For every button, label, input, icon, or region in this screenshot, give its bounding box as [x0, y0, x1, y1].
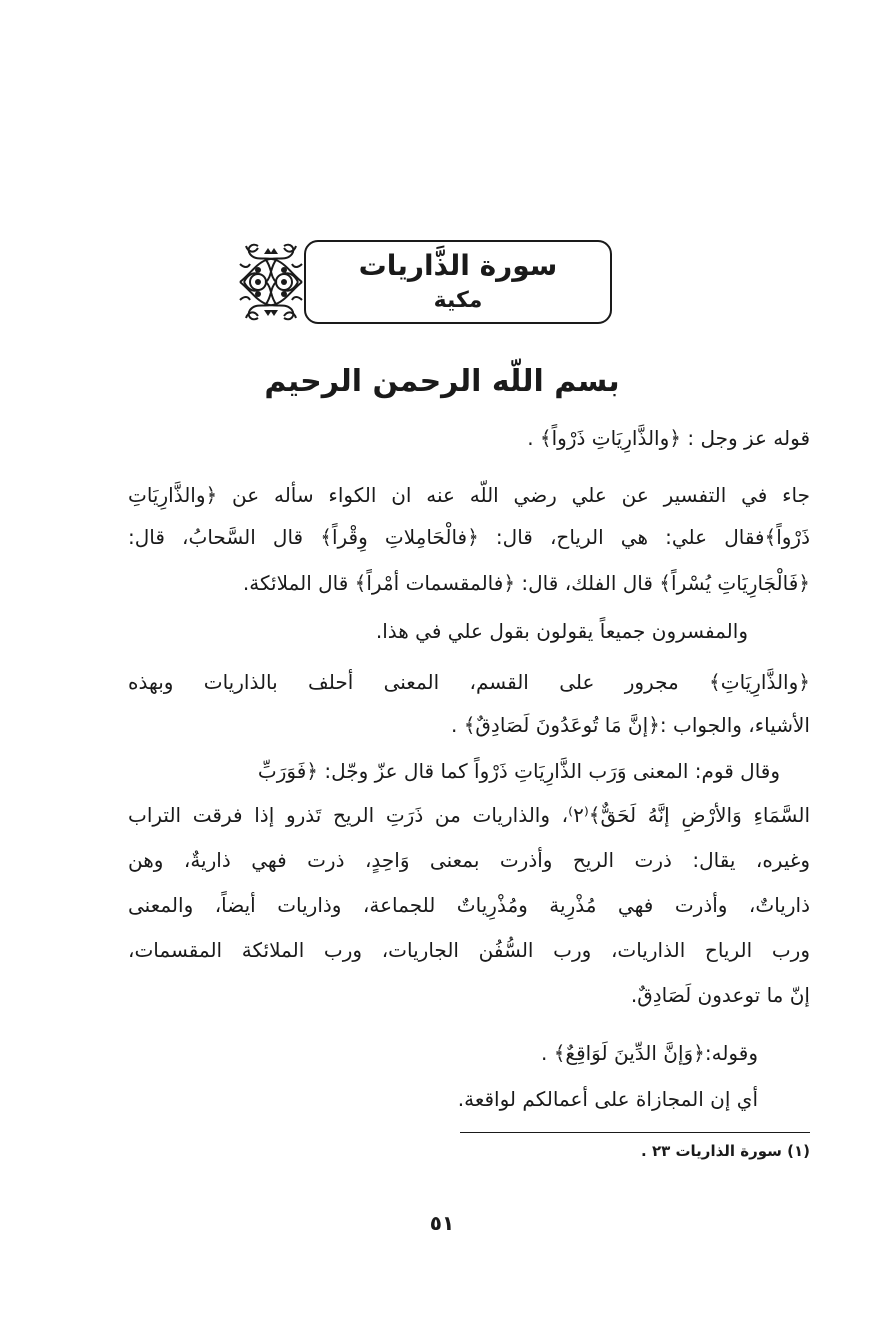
footnote-separator [460, 1132, 810, 1133]
text-line: قوله عز وجل : ﴿والذَّارِيَاتِ ذَرْواً﴾ . [527, 426, 810, 450]
text-line: السَّمَاءِ وَالأرْضِ إنَّهُ لَحَقٌّ﴾⁽٢⁾، والذاريات من ذَرَتِ الريح تَذرو إذا فرقت التراب [128, 803, 810, 827]
text-line [128, 1082, 810, 1116]
right-floral-ornament-icon [236, 234, 306, 330]
text-line-content: والمفسرون جميعاً يقولون بقول علي في هذا. [375, 619, 748, 643]
text-line: وغيره، يقال: ذرت الريح وأذرت بمعنى وَاحِدٍ، ذرت فهي ذاريةٌ، وهن [128, 848, 810, 872]
text-line: ﴿فَالْجَارِيَاتِ يُسْراً﴾ قال الفلك، قال: ﴿فالمقسمات أمْراً﴾ قال الملائكة. [242, 571, 810, 595]
text-line [128, 1036, 810, 1070]
basmala-heading: بسم اللّه الرحمن الرحيم [264, 364, 620, 399]
text-line [128, 614, 778, 648]
surah-name: سورة الذَّاريات [358, 249, 558, 282]
text-line-content: أي إن المجازاة على أعمالكم لواقعة. [457, 1087, 758, 1111]
text-line-content: وقال قوم: المعنى وَرَب الذَّارِيَاتِ ذَرْواً كما قال عزّ وجّل: ﴿فَوَرَبِّ [257, 759, 780, 783]
surah-title-frame [236, 234, 680, 330]
text-line: الأشياء، والجواب :﴿إنَّ مَا تُوعَدُونَ لَصَادِقٌ﴾ . [450, 713, 810, 737]
text-line: ذارياتٌ، وأذرت فهي مُذْرِية ومُذْرِياتٌ للجماعة، وذاريات أيضاً، والمعنى [128, 893, 810, 917]
text-line: ذَرْواً﴾فقال علي: هي الرياح، قال: ﴿فالْحَامِلاتِ وِقْراً﴾ قال السَّحابُ، قال: [128, 525, 810, 549]
title-box [304, 240, 612, 324]
footnote: (١) سورة الذاريات ٢٣ . [641, 1142, 810, 1160]
text-line: إنّ ما توعدون لَصَادِقٌ. [630, 983, 810, 1007]
surah-revelation-type: مكية [433, 288, 483, 313]
page-number: ٥١ [429, 1211, 455, 1235]
text-line-content: وقوله:﴿وَإنَّ الدِّينَ لَوَاقِعٌ﴾ . [540, 1041, 758, 1065]
text-line: جاء في التفسير عن علي رضي اللّه عنه ان الكواء سأله عن ﴿والذَّارِيَاتِ [128, 483, 810, 507]
text-line: ﴿والذَّارِيَاتِ﴾ مجرور على القسم، المعنى أحلف بالذاريات وبهذه [128, 670, 810, 694]
text-line: ورب الرياح الذاريات، ورب السُّفُن الجاريات، ورب الملائكة المقسمات، [128, 938, 810, 962]
text-line [128, 754, 810, 788]
